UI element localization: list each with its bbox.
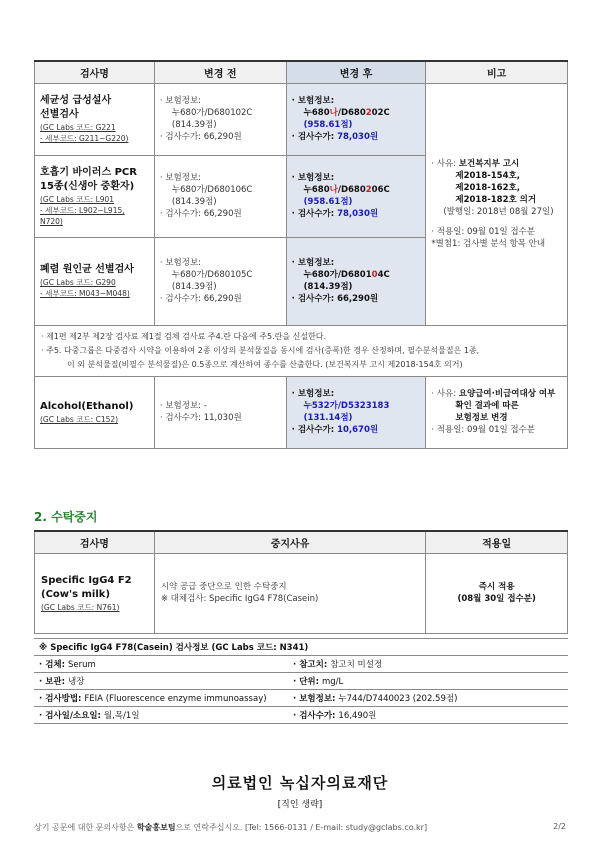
test-name: Alcohol(Ethanol) xyxy=(40,400,134,412)
after-cell xyxy=(286,83,426,155)
before-price: · 검사수가: 66,290원 xyxy=(159,209,242,219)
after-score: (131.14점) xyxy=(303,413,353,423)
remark-reason-3: 보험정보 변경 xyxy=(455,413,508,423)
after-price: 66,290원 xyxy=(337,294,379,304)
before-cell xyxy=(154,237,286,325)
header-test-name: 검사명 xyxy=(35,61,155,83)
before-label: · 보험정보: xyxy=(159,258,202,268)
note-2: · 주5. 다중그룹은 다중검사 시약을 이용하여 2종 이상의 분석물질을 동시에 검사(증폭)한 경우 산정하며, 필수분석물질은 1종, xyxy=(41,345,480,355)
info-value: 참고치 미설정 xyxy=(330,660,383,670)
before-label: · 보험정보: xyxy=(159,173,202,183)
info-row xyxy=(34,690,568,707)
after-code-part: 누680 xyxy=(303,185,330,195)
after-code-part: 누680 xyxy=(303,108,330,118)
before-score: (814.39점) xyxy=(171,282,217,292)
after-score: (814.39점) xyxy=(303,282,353,292)
info-value: mg/L xyxy=(321,677,344,687)
before-label: · 보험정보: xyxy=(159,96,202,106)
remark-cell xyxy=(426,83,568,325)
info-item xyxy=(34,656,288,673)
test-name: Specific IgG4 F2 xyxy=(41,574,132,586)
before-code: 누680가/D680102C xyxy=(171,108,253,118)
info-value: 월,목/1일 xyxy=(103,711,140,721)
contact-details: 으로 연락주십시오. [Tel: 1566-0131 / E-mail: study@gclabs.co.kr] xyxy=(175,823,428,832)
after-cell xyxy=(286,376,426,448)
remark-reason: · 사유: 요양급여·비급여대상 여부 xyxy=(431,389,556,399)
after-label: · 보험정보: xyxy=(291,96,335,106)
before-cell xyxy=(154,376,286,448)
before-code: 누680가/D680105C xyxy=(171,270,253,280)
info-item xyxy=(288,673,568,690)
remark-reason-2: 확인 결과에 따른 xyxy=(455,401,519,411)
after-score: (958.61점) xyxy=(303,120,353,130)
test-code: (GC Labs 코드: L901 xyxy=(40,194,115,204)
test-subcode: - 세부코드: M043~M048) xyxy=(40,289,130,298)
header-test-name: 검사명 xyxy=(35,531,155,553)
info-key: · 보관: xyxy=(39,677,68,687)
remark-reason-text: 요양급여·비급여대상 여부 xyxy=(458,389,556,399)
notes-cell xyxy=(35,325,568,376)
after-label: · 보험정보: xyxy=(291,389,335,399)
remark-issue-date: (발행일: 2018년 08월 27일) xyxy=(443,207,554,217)
test-name: 세균성 급성설사 xyxy=(40,95,112,106)
suspension-table xyxy=(34,530,568,634)
remark-cell xyxy=(426,376,568,448)
test-code: (GC Labs 코드: G290 xyxy=(40,278,116,287)
after-score: (958.61점) xyxy=(303,197,353,207)
contact-text: 상기 공문에 대한 문의사항은 xyxy=(34,823,137,832)
info-item xyxy=(288,690,568,707)
before-score: (814.39점) xyxy=(171,197,217,207)
change-table-header xyxy=(35,61,568,83)
after-price: 78,030원 xyxy=(337,132,379,142)
seal-note: [직인 생략] xyxy=(277,800,323,810)
after-code-part: 누680가/D6801 xyxy=(303,270,372,280)
notes-row xyxy=(35,325,568,376)
contact-footer xyxy=(34,822,427,833)
header-before: 변경 전 xyxy=(154,61,286,83)
organization-name: 의료법인 녹십자의료재단 xyxy=(211,774,389,792)
info-item xyxy=(288,656,568,673)
test-info-table xyxy=(34,638,568,724)
test-name: 호흡기 바이러스 PCR xyxy=(40,166,137,178)
info-item xyxy=(288,707,568,724)
page-number: 2/2 xyxy=(553,822,566,831)
remark-notice-2: 제2018-162호, xyxy=(455,183,520,193)
info-key: · 단위: xyxy=(293,677,322,687)
after-code-part: 02C xyxy=(371,108,390,118)
after-price-label: · 검사수가: xyxy=(291,209,338,219)
before-cell xyxy=(154,155,286,237)
info-value: Serum xyxy=(67,660,96,670)
after-price: 78,030원 xyxy=(337,209,379,219)
before-cell xyxy=(154,83,286,155)
info-item xyxy=(34,707,288,724)
test-name-line2: 15종(신생아 중환자) xyxy=(40,180,135,192)
before-label: · 보험정보: - xyxy=(159,401,207,411)
remark-apply-date: · 적용일: 09월 01일 접수분 xyxy=(431,425,536,435)
after-price-label: · 검사수가: xyxy=(291,294,338,304)
info-row xyxy=(34,707,568,724)
before-price: · 검사수가: 11,030원 xyxy=(159,413,242,423)
after-code-changed: 2 xyxy=(365,185,372,195)
contact-team: 학술홍보팀 xyxy=(136,823,176,832)
after-code-changed: 나 xyxy=(329,185,338,195)
test-name: 폐렴 원인균 선별검사 xyxy=(40,264,134,275)
header-apply-date: 적용일 xyxy=(426,531,568,553)
after-code-part: /D680 xyxy=(337,108,366,118)
after-code-part: 06C xyxy=(371,185,390,195)
change-table xyxy=(34,60,568,449)
test-subcode: - 세부코드: L902~L915, N720) xyxy=(40,205,125,226)
before-code: 누680가/D680106C xyxy=(171,185,253,195)
suspension-table-header xyxy=(35,531,568,553)
test-name-cell xyxy=(35,237,155,325)
note-1: · 제1편 제2부 제2장 검사료 제1절 검체 검사료 주4.란 다음에 주5.란을 신설한다. xyxy=(41,331,327,341)
test-code: (GC Labs 코드: C152) xyxy=(40,414,119,424)
remark-reason: · 사유: 보건복지부 고시 xyxy=(431,159,520,169)
info-row xyxy=(34,673,568,690)
reason-cell xyxy=(154,553,425,633)
test-info-header: ※ Specific IgG4 F78(Casein) 검사정보 (GC Labs 코드: N341) xyxy=(34,639,568,656)
info-value: 16,490원 xyxy=(338,711,377,721)
remark-notice-3: 제2018-182호 의거 xyxy=(455,195,537,205)
note-3: 이 외 분석물질(비필수 분석물질)은 0.5종으로 계산하여 종수를 산출한다. (보건복지부 고시 제2018-154호 의거) xyxy=(67,359,463,369)
after-price-label: · 검사수가: xyxy=(291,132,338,142)
remark-reason-text: 보건복지부 고시 xyxy=(458,159,520,169)
remark-apply-date: · 적용일: 09월 01일 접수분 xyxy=(431,227,536,237)
header-remark: 비고 xyxy=(426,61,568,83)
reason-text: 시약 공급 중단으로 인한 수탁중지 xyxy=(160,582,287,592)
info-value: 누744/D7440023 (202.59점) xyxy=(338,694,458,704)
info-key: · 검체: xyxy=(39,660,68,670)
info-value: 냉장 xyxy=(67,677,85,687)
before-price: · 검사수가: 66,290원 xyxy=(159,294,242,304)
after-code-changed: 나 xyxy=(329,108,338,118)
test-name-line2: 선별검사 xyxy=(40,109,79,120)
table-row xyxy=(35,376,568,448)
info-value: FEIA (Fluorescence enzyme immunoassay) xyxy=(84,694,267,704)
after-cell xyxy=(286,237,426,325)
info-row xyxy=(34,656,568,673)
info-item xyxy=(34,673,288,690)
test-code: (GC Labs 코드: N761) xyxy=(41,602,120,612)
apply-date-detail: (08월 30일 접수분) xyxy=(457,594,536,604)
after-label: · 보험정보: xyxy=(291,173,335,183)
after-price-label: · 검사수가: xyxy=(291,425,338,435)
header-after: 변경 후 xyxy=(286,61,426,83)
remark-attachment: *별첨1: 검사별 분석 항목 안내 xyxy=(431,239,546,249)
after-price: 10,670원 xyxy=(337,425,379,435)
after-code xyxy=(292,184,421,196)
table-row xyxy=(35,553,568,633)
after-cell xyxy=(286,155,426,237)
info-key: · 검사방법: xyxy=(39,694,85,704)
test-code: (GC Labs 코드: G221 xyxy=(40,123,116,132)
after-code-part: /D680 xyxy=(337,185,366,195)
after-code-changed: 2 xyxy=(365,108,372,118)
alternative-test: ※ 대체검사: Specific IgG4 F78(Casein) xyxy=(160,594,319,604)
test-name-cell xyxy=(35,83,155,155)
after-code-part: 4C xyxy=(377,270,390,280)
info-key: · 검사일/소요일: xyxy=(39,711,104,721)
after-code xyxy=(292,107,421,119)
after-code: 누532가/D5323183 xyxy=(303,401,390,411)
test-name-cell xyxy=(35,376,155,448)
info-item xyxy=(34,690,288,707)
apply-date-cell xyxy=(426,553,568,633)
test-name-cell xyxy=(35,553,155,633)
after-label: · 보험정보: xyxy=(291,258,335,268)
apply-date: 즉시 적용 xyxy=(478,582,515,592)
info-key: · 참고치: xyxy=(293,660,331,670)
table-row xyxy=(35,83,568,155)
test-name-cell xyxy=(35,155,155,237)
before-score: (814.39점) xyxy=(171,120,217,130)
after-code xyxy=(292,269,421,281)
test-name-line2: (Cow's milk) xyxy=(41,588,111,600)
test-subcode: - 세부코드: G211~G220) xyxy=(40,134,129,143)
before-price: · 검사수가: 66,290원 xyxy=(159,132,242,142)
remark-notice-1: 제2018-154호, xyxy=(455,171,520,181)
info-key: · 검사수가: xyxy=(293,711,339,721)
after-code-changed: 0 xyxy=(371,270,378,280)
section-title: 2. 수탁중지 xyxy=(34,510,98,524)
header-reason: 중지사유 xyxy=(154,531,425,553)
info-key: · 보험정보: xyxy=(293,694,339,704)
